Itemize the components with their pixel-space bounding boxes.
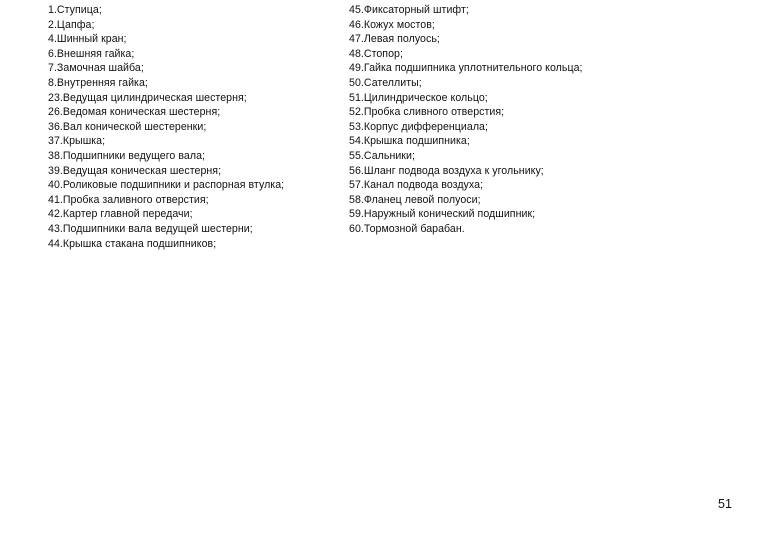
legend-item: 60.Тормозной барабан. [349, 222, 465, 235]
legend-item: 51.Цилиндрическое кольцо; [349, 91, 488, 104]
legend-item: 47.Левая полуось; [349, 33, 440, 46]
legend-item: 2.Цапфа; [48, 18, 95, 31]
legend-item: 40.Роликовые подшипники и распорная втулка; [48, 179, 285, 192]
legend-item: 56.Шланг подвода воздуха к угольнику; [349, 164, 544, 177]
legend-item: 53.Корпус дифференциала; [349, 120, 488, 133]
legend-item: 50.Сателлиты; [349, 76, 422, 89]
legend-item: 57.Канал подвода воздуха; [349, 179, 484, 192]
legend-item: 52.Пробка сливного отверстия; [349, 106, 505, 119]
legend-item: 23.Ведущая цилиндрическая шестерня; [48, 91, 247, 104]
legend-item: 6.Внешняя гайка; [48, 47, 135, 60]
legend-item: 45.Фиксаторный штифт; [349, 4, 469, 16]
legend-item: 43.Подшипники вала ведущей шестерни; [48, 222, 253, 235]
legend-item: 58.Фланец левой полуоси; [349, 193, 481, 206]
legend-item: 26.Ведомая коническая шестерня; [48, 106, 221, 119]
legend-item: 4.Шинный кран; [48, 33, 127, 46]
legend-item: 48.Стопор; [349, 47, 403, 60]
legend-right-column [349, 3, 649, 237]
legend-item: 42.Картер главной передачи; [48, 208, 193, 221]
legend-item: 41.Пробка заливного отверстия; [48, 193, 209, 206]
legend-item: 55.Сальники; [349, 149, 415, 162]
legend-item: 49.Гайка подшипника уплотнительного кольца; [349, 62, 583, 75]
legend-item: 8.Внутренняя гайка; [48, 76, 148, 89]
legend-item: 38.Подшипники ведущего вала; [48, 149, 206, 162]
legend-item: 59.Наружный конический подшипник; [349, 208, 536, 221]
legend-item: 1.Ступица; [48, 4, 102, 16]
page-number: 51 [718, 497, 732, 511]
legend-item: 37.Крышка; [48, 135, 106, 148]
legend-item: 54.Крышка подшипника; [349, 135, 470, 148]
legend-item: 39.Ведущая коническая шестерня; [48, 164, 222, 177]
legend-item: 44.Крышка стакана подшипников; [48, 237, 217, 250]
legend-item: 46.Кожух мостов; [349, 18, 435, 31]
legend-item: 36.Вал конической шестеренки; [48, 120, 207, 133]
legend-left-column [48, 3, 338, 251]
legend-item: 7.Замочная шайба; [48, 62, 144, 75]
